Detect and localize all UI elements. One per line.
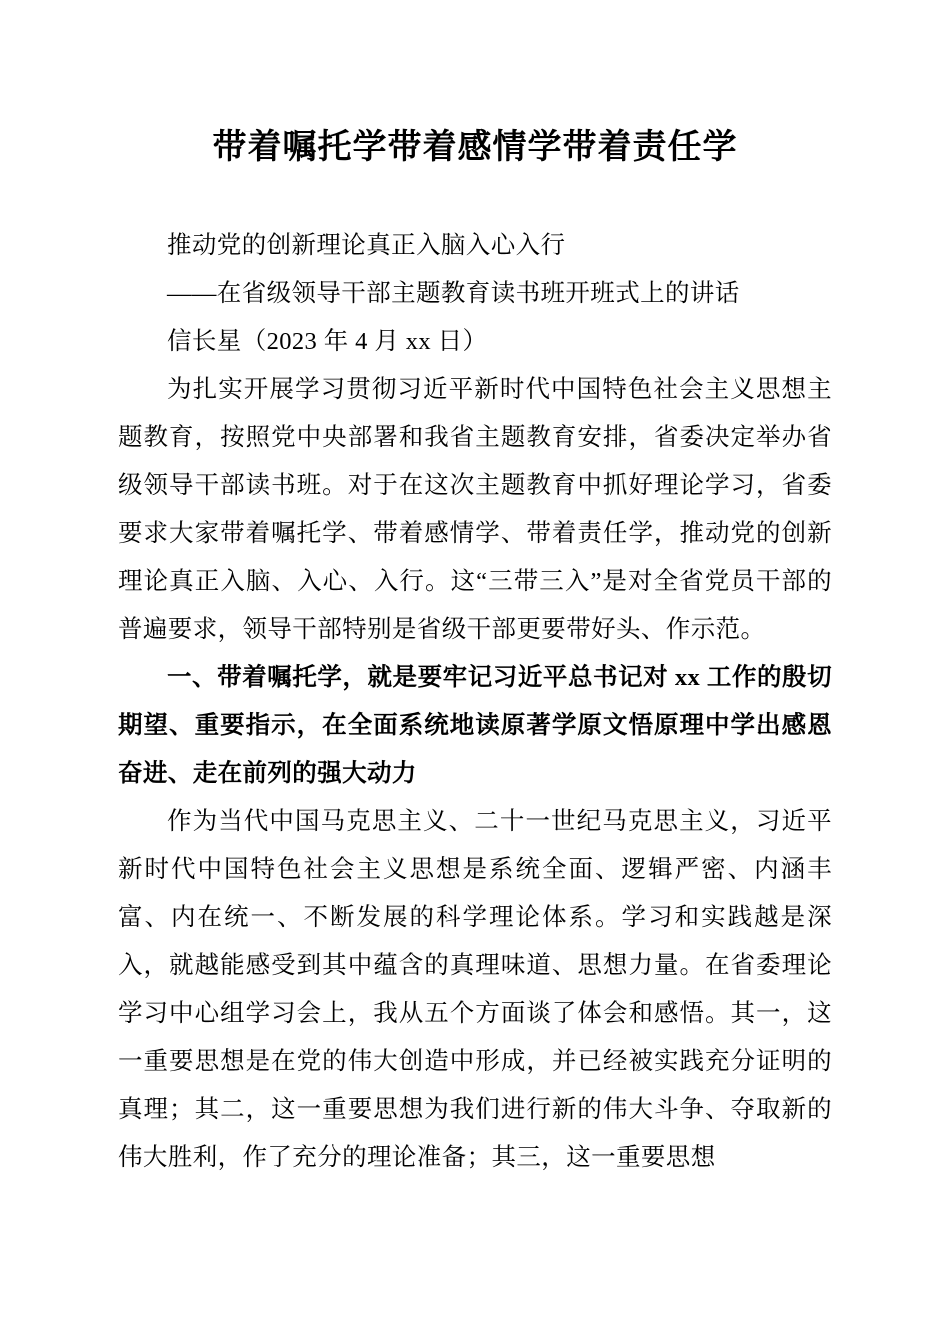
section-heading-1: 一、带着嘱托学，就是要牢记习近平总书记对 xx 工作的殷切期望、重要指示，在全面系统地读原著学原文悟原理中学出感恩奋进、走在前列的强大动力 xyxy=(118,664,832,788)
speech-occasion-line: ——在省级领导干部主题教育读书班开班式上的讲话 xyxy=(167,280,740,308)
document-title: 带着嘱托学带着感情学带着责任学 xyxy=(212,129,738,166)
body-paragraph-1: 作为当代中国马克思主义、二十一世纪马克思主义，习近平新时代中国特色社会主义思想是系统全面、逻辑严密、内涵丰富、内在统一、不断发展的科学理论体系。学习和实践越是深入，就越能感受到其中蕴含的真理味道、思想力量。在省委理论学习中心组学习会上，我从五个方面谈了体会和感悟。其一，这一重要思想是在党的伟大创造中形成，并已经被实践充分证明的真理；其二，这一重要思想为我们进行新的伟大斗争、夺取新的伟大胜利，作了充分的理论准备；其三，这一重要思想 xyxy=(118,808,832,1172)
author-date-line: 信长星（2023 年 4 月 xx 日） xyxy=(167,328,488,356)
intro-paragraph: 为扎实开展学习贯彻习近平新时代中国特色社会主义思想主题教育，按照党中央部署和我省主题教育安排，省委决定举办省级领导干部读书班。对于在这次主题教育中抓好理论学习，省委要求大家带着嘱托学、带着感情学、带着责任学，推动党的创新理论真正入脑、入心、入行。这“三带三入”是对全省党员干部的普遍要求，领导干部特别是省级干部更要带好头、作示范。 xyxy=(118,376,832,644)
subtitle-theme-line: 推动党的创新理论真正入脑入心入行 xyxy=(167,232,566,260)
